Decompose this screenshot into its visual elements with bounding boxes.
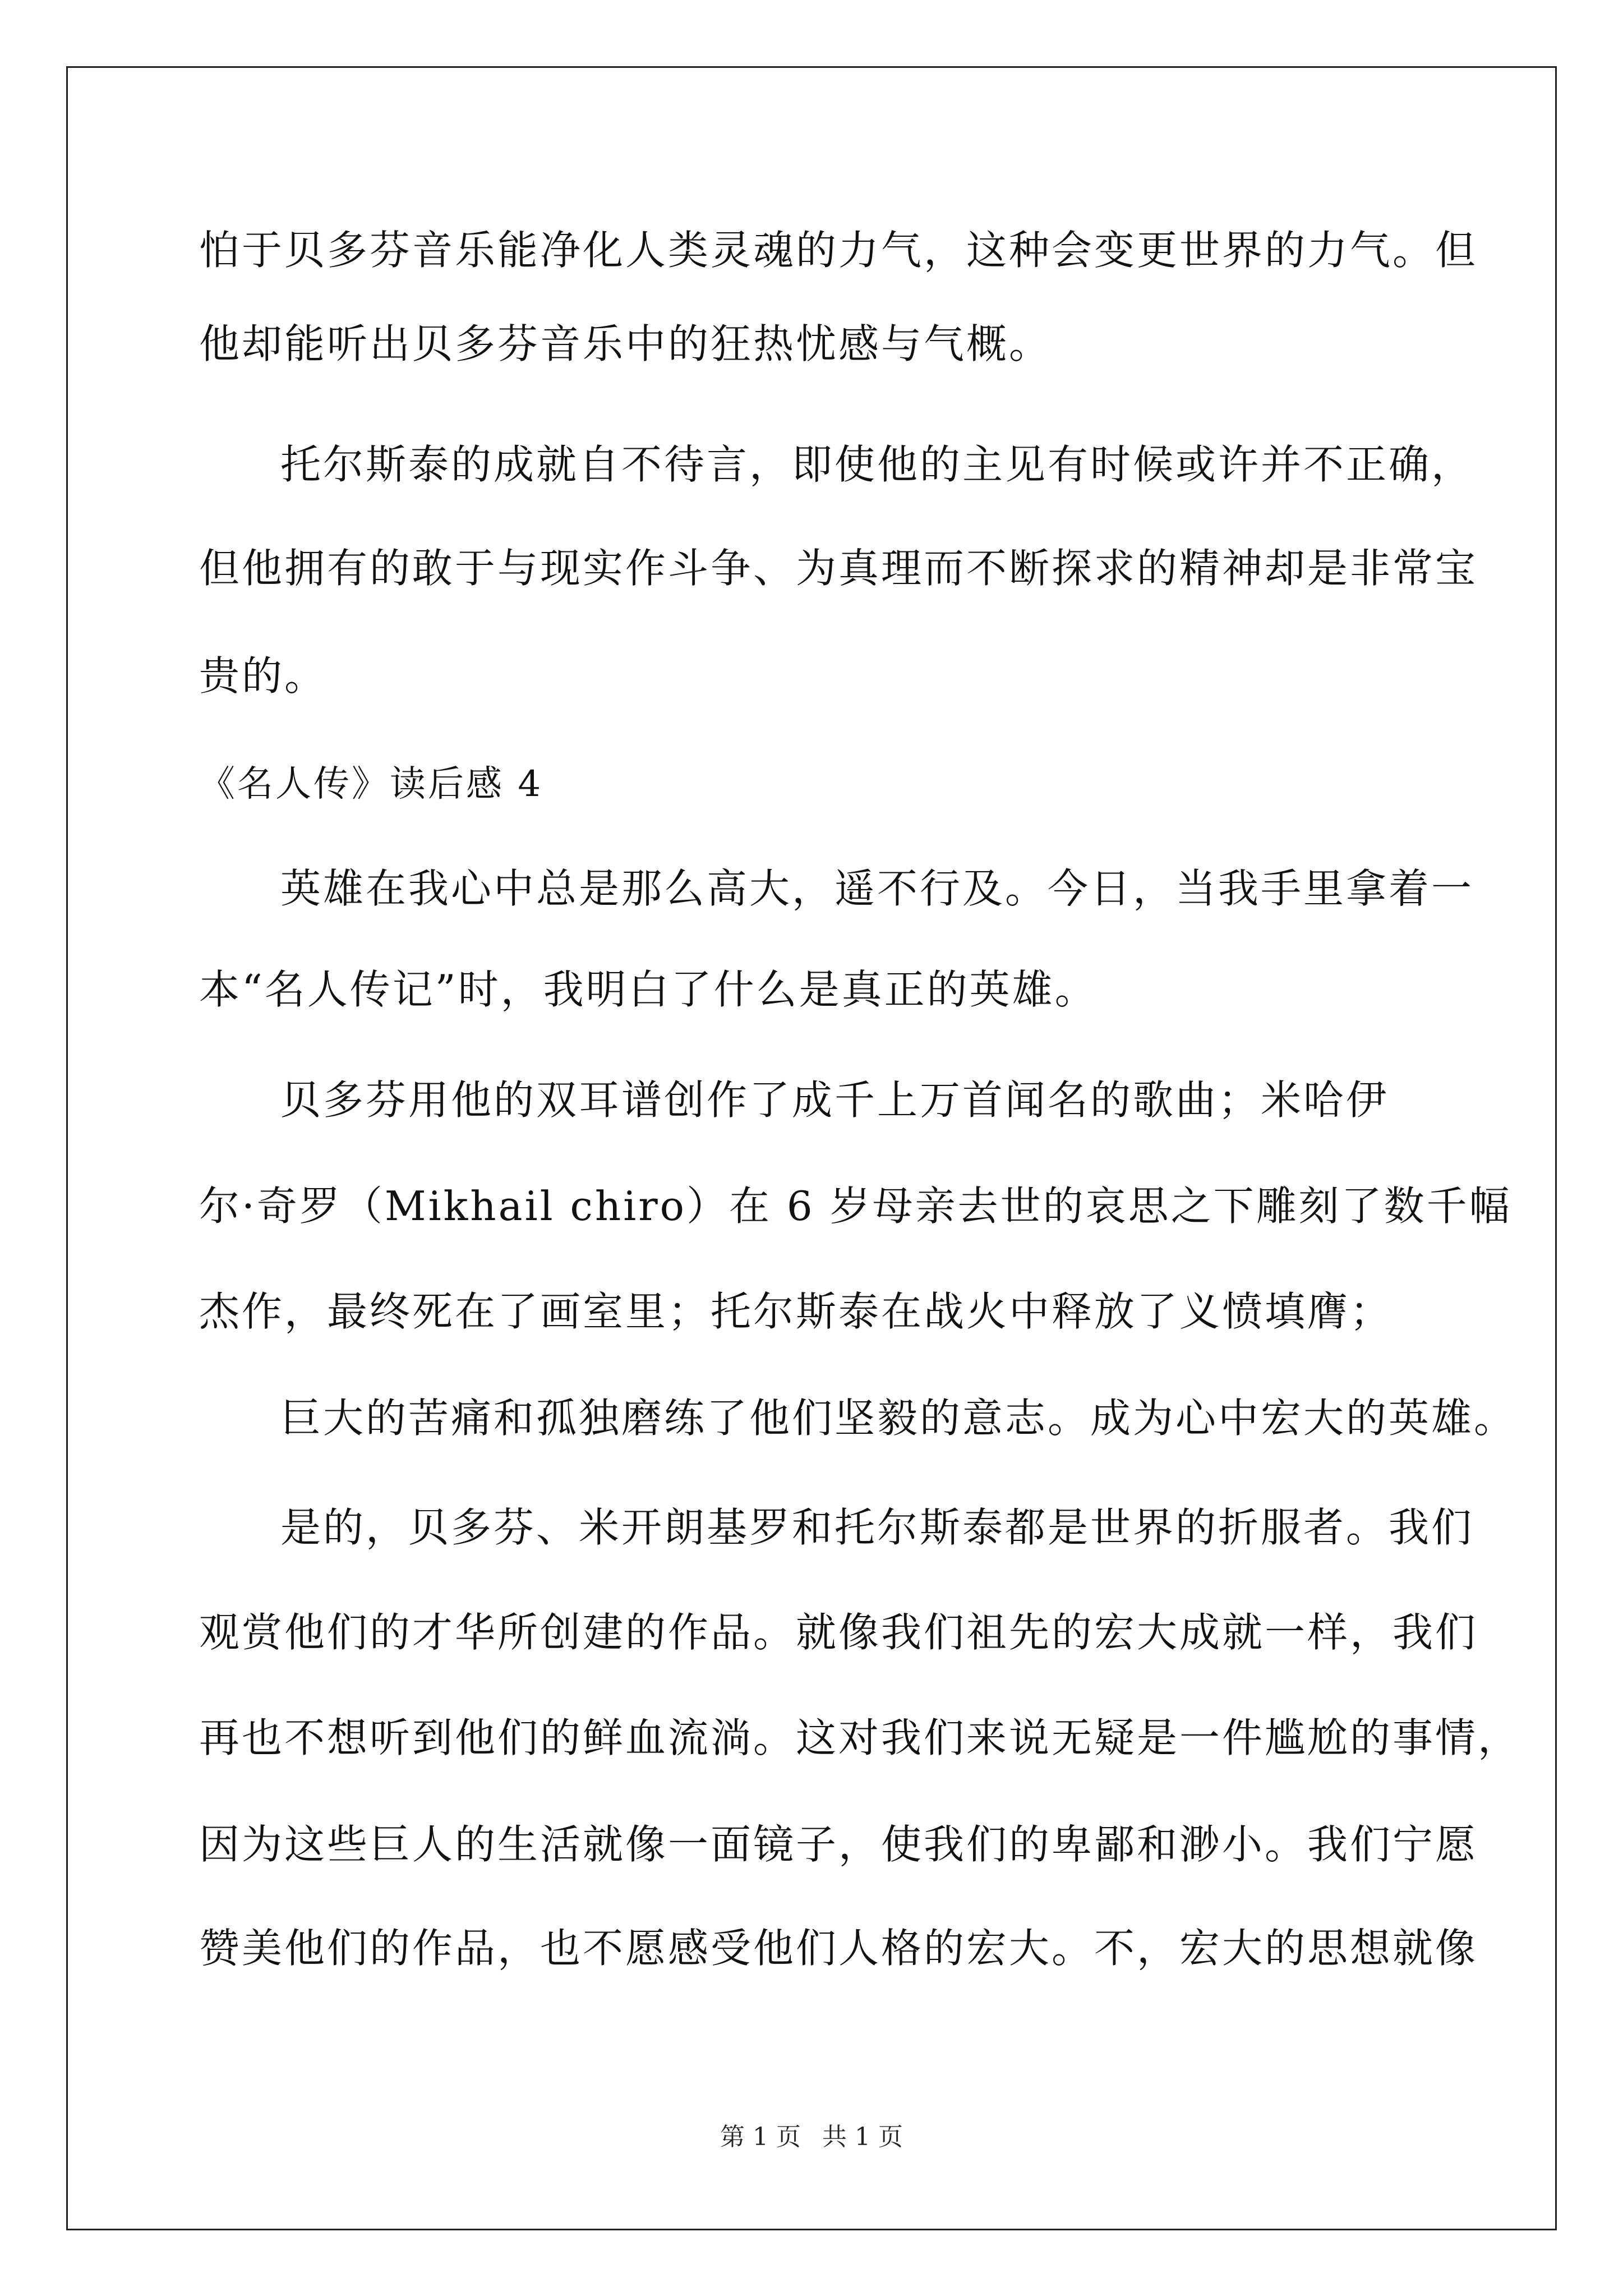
page-number: 第 1 页 bbox=[720, 2123, 801, 2151]
text-line: 本“名人传记”时，我明白了什么是真正的英雄。 bbox=[199, 966, 1098, 1013]
text-line: 观赏他们的才华所创建的作品。就像我们祖先的宏大成就一样，我们 bbox=[199, 1609, 1478, 1656]
page-total: 共 1 页 bbox=[822, 2123, 903, 2151]
text-line: 巨大的苦痛和孤独磨练了他们坚毅的意志。成为心中宏大的英雄。 bbox=[280, 1395, 1517, 1442]
text-line: 是的，贝多芬、米开朗基罗和托尔斯泰都是世界的折服者。我们 bbox=[280, 1504, 1474, 1551]
text-line: 贝多芬用他的双耳谱创作了成千上万首闻名的歌曲；米哈伊 bbox=[280, 1076, 1389, 1124]
text-line: 怕于贝多芬音乐能净化人类灵魂的力气，这种会变更世界的力气。但 bbox=[199, 227, 1478, 274]
text-line: 贵的。 bbox=[199, 652, 328, 700]
text-line: 他却能听出贝多芬音乐中的狂热忧感与气概。 bbox=[199, 320, 1052, 367]
text-line: 但他拥有的敢于与现实作斗争、为真理而不断探求的精神却是非常宝 bbox=[199, 545, 1478, 592]
text-line: 赞美他们的作品，也不愿感受他们人格的宏大。不，宏大的思想就像 bbox=[199, 1925, 1478, 1972]
text-line: 杰作，最终死在了画室里；托尔斯泰在战火中释放了义愤填膺； bbox=[199, 1288, 1393, 1335]
text-line: 托尔斯泰的成就自不待言，即使他的主见有时候或许并不正确， bbox=[280, 441, 1474, 488]
page-footer bbox=[0, 2120, 1623, 2154]
text-line: 因为这些巨人的生活就像一面镜子，使我们的卑鄙和渺小。我们宁愿 bbox=[199, 1821, 1478, 1868]
text-line: 再也不想听到他们的鲜血流淌。这对我们来说无疑是一件尴尬的事情， bbox=[199, 1714, 1521, 1761]
text-line: 尔·奇罗（Mikhail chiro）在 6 岁母亲去世的哀思之下雕刻了数千幅 bbox=[199, 1182, 1512, 1230]
text-line: 英雄在我心中总是那么高大，遥不行及。今日，当我手里拿着一 bbox=[280, 865, 1474, 912]
section-heading: 《名人传》读后感 4 bbox=[199, 763, 543, 805]
page-border bbox=[66, 66, 1557, 2230]
